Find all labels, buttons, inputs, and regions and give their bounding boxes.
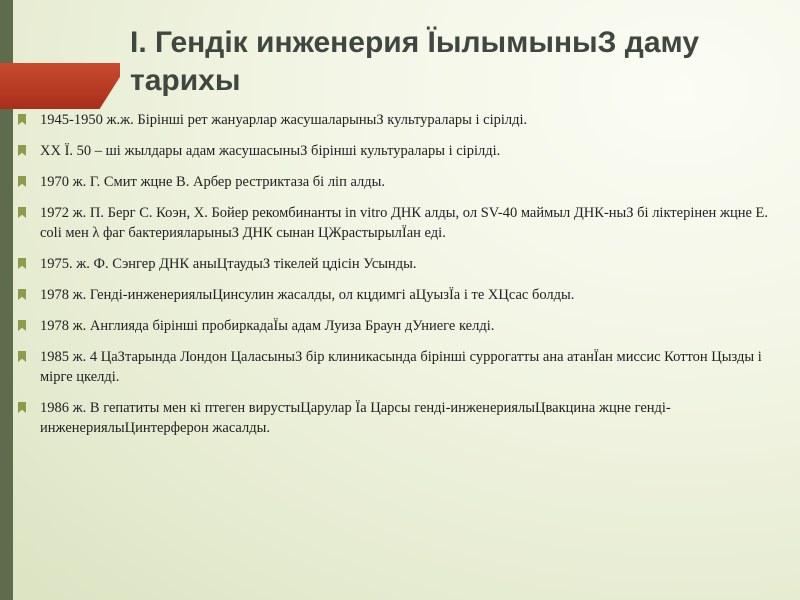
bullet-text: 1970 ж. Г. Смит жцне В. Арбер рестриктаза бі ліп алды. xyxy=(40,174,386,190)
bullet-list xyxy=(16,110,780,449)
bullet-text: 1986 ж. В гепатиты мен кі птеген вирустыЦарулар Їа Царсы генді-инженериялыЦвакцина жцне генді-инженериялыЦинтерферон жасалды. xyxy=(40,400,671,436)
bullet-text: 1978 ж. Англияда бірінші пробиркадаЇы адам Луиза Браун дУниеге келді. xyxy=(40,318,495,334)
bullet-marker-icon xyxy=(18,289,26,300)
bullet-marker-icon xyxy=(18,258,26,269)
bullet-marker-icon xyxy=(18,114,26,125)
bullet-item-1978-england xyxy=(16,316,780,336)
bullet-marker-icon xyxy=(18,207,26,218)
title-accent-shape xyxy=(0,63,120,109)
slide-title: І. Гендік инженерия ЇылымыныЗ даму тарихы xyxy=(130,26,700,97)
bullet-item-1950s xyxy=(16,141,780,161)
bullet-marker-icon xyxy=(18,402,26,413)
bullet-marker-icon xyxy=(18,145,26,156)
bullet-item-1972 xyxy=(16,203,780,243)
bullet-text: 1972 ж. П. Берг С. Коэн, Х. Бойер рекомбинанты in vitro ДНК алды, ол SV-40 маймыл ДНК-ныЗ бі ліктерінен жцне E. coli мен λ фаг бактерияларыныЗ ДНК сынан ЦЖрастырылЇан еді. xyxy=(40,205,769,241)
bullet-text: 1945-1950 ж.ж. Бірінші рет жануарлар жасушаларыныЗ культуралары і сірілді. xyxy=(40,112,528,128)
bullet-item-1945-1950 xyxy=(16,110,780,130)
bullet-item-1975 xyxy=(16,254,780,274)
bullet-text: 1978 ж. Генді-инженериялыЦинсулин жасалды, ол кцдимгі аЦуызЇа і те ХЦсас болды. xyxy=(40,287,575,303)
bullet-marker-icon xyxy=(18,351,26,362)
bullet-text: ХХ Ї. 50 – ші жылдары адам жасушасыныЗ бірінші культуралары і сірілді. xyxy=(40,143,501,159)
bullet-item-1978-insulin xyxy=(16,285,780,305)
bullet-item-1985 xyxy=(16,347,780,387)
bullet-text: 1985 ж. 4 ЦаЗтарында Лондон ЦаласыныЗ бір клиникасында бірінші суррогатты ана атанЇан миссис Коттон Цызды і мірге цкелді. xyxy=(40,349,762,385)
bullet-item-1970 xyxy=(16,172,780,192)
bullet-text: 1975. ж. Ф. Сэнгер ДНК аныЦтаудыЗ тікелей цдісін Усынды. xyxy=(40,256,417,272)
bullet-item-1986 xyxy=(16,398,780,438)
bullet-marker-icon xyxy=(18,320,26,331)
bullet-marker-icon xyxy=(18,176,26,187)
